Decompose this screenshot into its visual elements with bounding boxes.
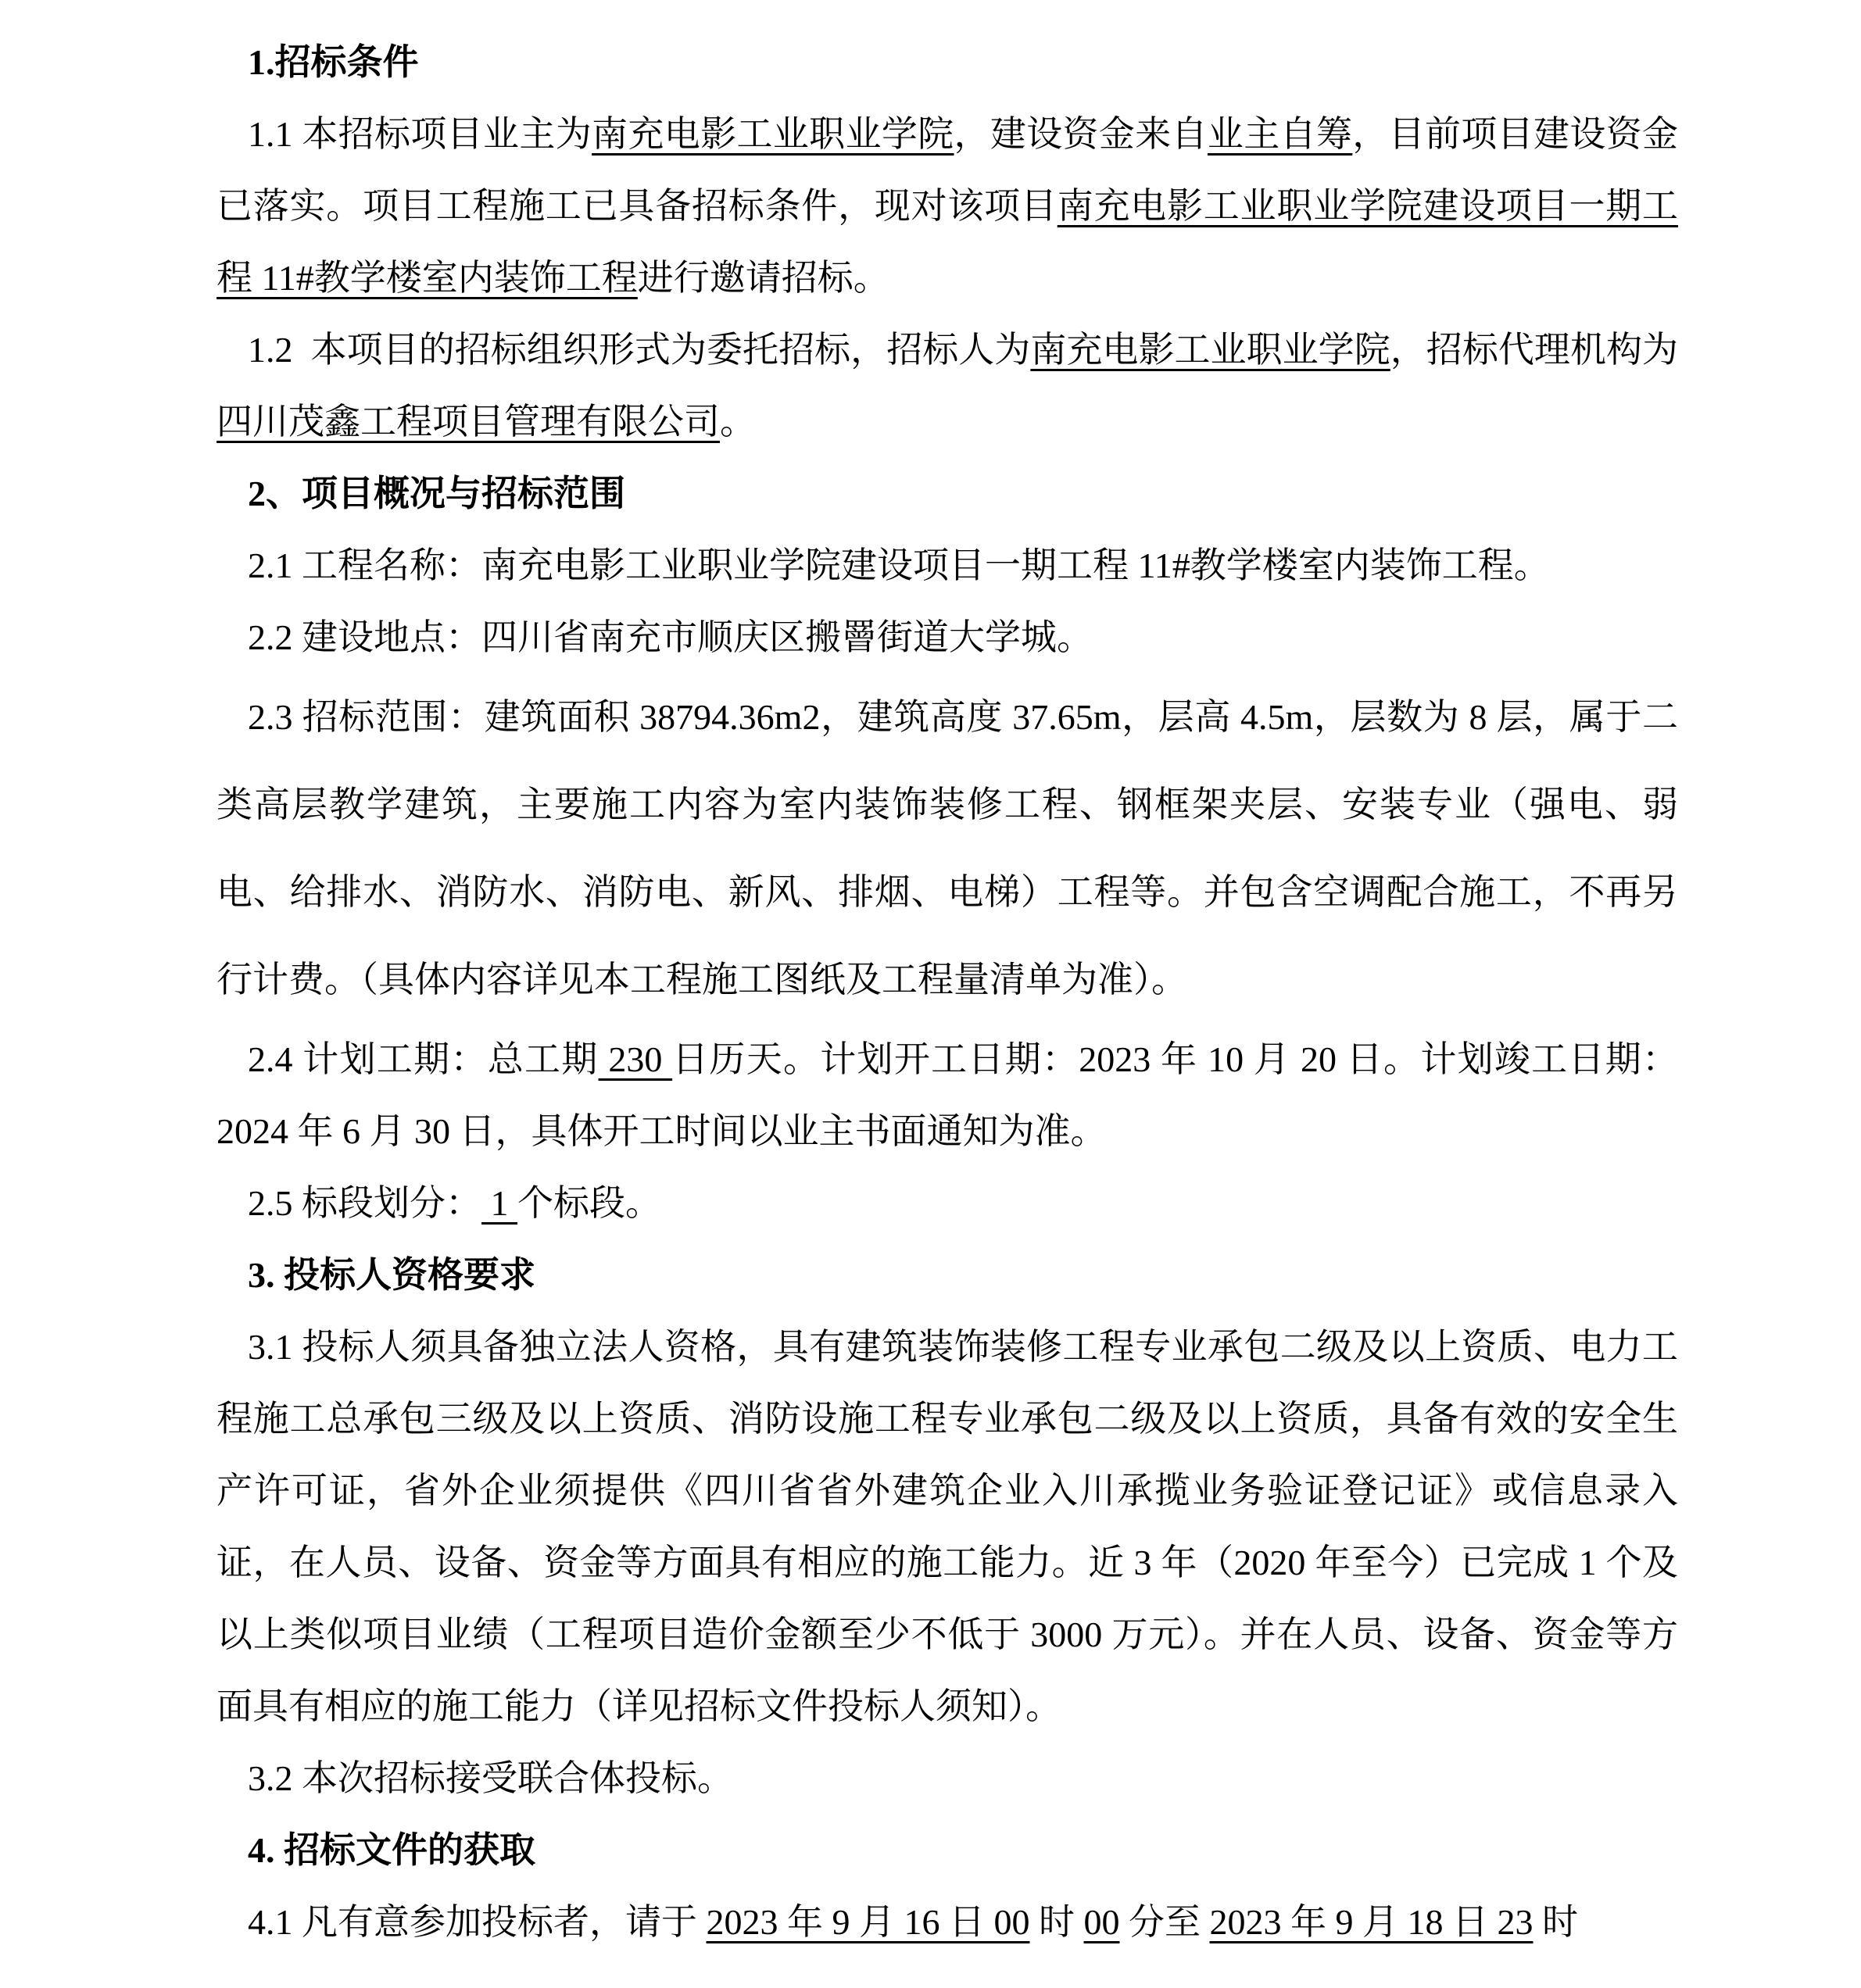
paragraph-2-2-location: 2.2 建设地点：四川省南充市顺庆区搬罾街道大学城。: [248, 617, 1093, 657]
start-minute-underlined: 00: [1083, 1902, 1120, 1942]
paragraph-1-1: [217, 98, 1678, 314]
heading-document-acquisition: 4. 招标文件的获取: [248, 1830, 535, 1870]
text-run: 4.1 凡有意参加投标者，请于: [248, 1902, 707, 1942]
heading-project-overview: 2、项目概况与招标范围: [248, 474, 625, 513]
text-run: 1.1 本招标项目业主为: [248, 114, 592, 154]
paragraph-2-3-scope: 2.3 招标范围：建筑面积 38794.36m2，建筑高度 37.65m，层高 4.5m，层数为 8 层，属于二类高层教学建筑，主要施工内容为室内装饰装修工程、钢框架夹层、安装专业（强电、弱电、给排水、消防水、消防电、新风、排烟、电梯）工程等。并包含空调配合施工，不再另行计费。（具体内容详见本工程施工图纸及工程量清单为准）。: [217, 697, 1678, 999]
paragraph-3-1-qualification: 3.1 投标人须具备独立法人资格，具有建筑装饰装修工程专业承包二级及以上资质、电力工程施工总承包三级及以上资质、消防设施工程专业承包二级及以上资质，具备有效的安全生产许可证，省外企业须提供《四川省省外建筑企业入川承揽业务验证登记证》或信息录入证，在人员、设备、资金等方面具有相应的施工能力。近 3 年（2020 年至今）已完成 1 个及以上类似项目业绩（工程项目造价金额至少不低于 3000 万元）。并在人员、设备、资金等方面具有相应的施工能力（详见招标文件投标人须知）。: [217, 1327, 1679, 1726]
paragraph-2-5-sections: [217, 1167, 1678, 1239]
text-run: 时: [1029, 1902, 1084, 1942]
text-run: ，招标代理机构为: [1390, 330, 1679, 370]
text-run: 。: [720, 402, 756, 442]
paragraph-1-2: [217, 314, 1678, 458]
paragraph-3-2-consortium: 3.2 本次招标接受联合体投标。: [248, 1758, 733, 1798]
start-date-underlined: 2023 年 9 月 16 日 00: [706, 1902, 1030, 1942]
section-count-underlined: 1: [481, 1183, 517, 1223]
end-date-underlined: 2023 年 9 月 18 日 23: [1209, 1902, 1534, 1942]
text-run: 个标段。: [517, 1183, 661, 1223]
text-run: 1.2 本项目的招标组织形式为委托招标，招标人为: [248, 330, 1031, 370]
text-run: 2.4 计划工期：总工期: [248, 1039, 599, 1079]
paragraph-4-1-acquisition-time: [217, 1886, 1678, 1958]
heading-tender-conditions: 1.招标条件: [248, 42, 419, 82]
project-name-underlined: 南充电影工业职业学院建设项目一期工程 11#教学楼室内装饰工程: [217, 186, 1679, 298]
heading-bidder-qualification: 3. 投标人资格要求: [248, 1255, 535, 1295]
text-run: 2.5 标段划分：: [248, 1183, 481, 1223]
text-run: 进行邀请招标。: [637, 258, 889, 298]
funding-source-underlined: 业主自筹: [1207, 114, 1353, 154]
owner-name-underlined: 南充电影工业职业学院: [592, 114, 954, 154]
text-run: ，目前项目建设资金已落实。项目工程施工已具备招标条件，现对该项目: [217, 114, 1679, 226]
text-run: 分至: [1119, 1902, 1210, 1942]
text-run: 时: [1533, 1902, 1578, 1942]
paragraph-2-1-project-name: 2.1 工程名称：南充电影工业职业学院建设项目一期工程 11#教学楼室内装饰工程。: [248, 545, 1550, 585]
text-run: ，建设资金来自: [954, 114, 1208, 154]
agency-name-underlined: 四川茂鑫工程项目管理有限公司: [217, 402, 720, 442]
paragraph-2-4-schedule: [217, 1024, 1678, 1167]
tenderee-name-underlined: 南充电影工业职业学院: [1030, 330, 1390, 370]
duration-value-underlined: 230: [598, 1039, 673, 1079]
text-run: 日历天。计划开工日期：2023 年 10 月 20 日。计划竣工日期：2024 年 6 月 30 日，具体开工时间以业主书面通知为准。: [217, 1039, 1679, 1151]
